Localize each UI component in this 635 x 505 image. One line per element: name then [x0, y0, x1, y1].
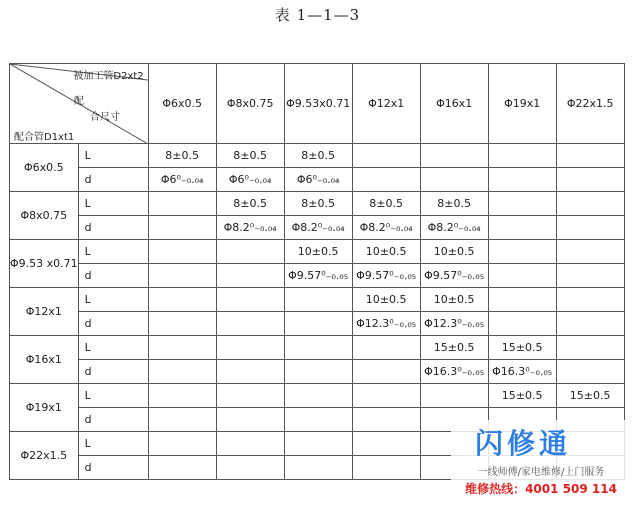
diameter-cell — [148, 264, 216, 288]
length-cell — [556, 240, 624, 264]
corner-mid1-label: 配 — [74, 96, 84, 107]
length-cell — [556, 192, 624, 216]
row-key-L: L — [78, 288, 148, 312]
diameter-cell — [488, 312, 556, 336]
corner-top-label: 被加工管D2xt2 — [73, 71, 144, 82]
row-key-d: d — [78, 456, 148, 480]
length-cell — [488, 192, 556, 216]
length-cell — [148, 432, 216, 456]
diameter-cell — [352, 408, 420, 432]
diameter-cell — [556, 264, 624, 288]
length-cell: 10±0.5 — [420, 288, 488, 312]
length-cell: 15±0.5 — [420, 336, 488, 360]
length-cell — [148, 240, 216, 264]
length-cell — [216, 432, 284, 456]
length-cell: 15±0.5 — [488, 336, 556, 360]
diameter-cell — [488, 168, 556, 192]
table-title: 表 1—1—3 — [274, 6, 361, 24]
length-cell — [556, 144, 624, 168]
length-cell — [284, 384, 352, 408]
pipe-fitting-table — [9, 63, 625, 480]
length-cell — [556, 288, 624, 312]
length-cell — [148, 384, 216, 408]
diameter-cell — [284, 360, 352, 384]
diameter-cell: Φ9.57⁰₋₀.₀₅ — [420, 264, 488, 288]
diameter-cell — [216, 360, 284, 384]
pipe-size-cell: Φ9.53 x0.71 — [10, 240, 79, 288]
diameter-cell: Φ6⁰₋₀.₀₄ — [216, 168, 284, 192]
diameter-cell — [488, 216, 556, 240]
watermark — [451, 420, 631, 502]
diameter-cell — [556, 168, 624, 192]
diameter-cell — [352, 456, 420, 480]
header-row — [10, 64, 625, 144]
table-row — [10, 336, 625, 360]
col-header: Φ16x1 — [420, 64, 488, 144]
diameter-cell — [148, 312, 216, 336]
diameter-cell: Φ8.2⁰₋₀.₀₄ — [216, 216, 284, 240]
diameter-cell — [148, 216, 216, 240]
corner-bottom-label: 配合管D1xt1 — [14, 132, 75, 143]
col-header: Φ8x0.75 — [216, 64, 284, 144]
table-row — [10, 168, 625, 192]
row-key-L: L — [78, 192, 148, 216]
table-row — [10, 288, 625, 312]
pipe-size-cell: Φ6x0.5 — [10, 144, 79, 192]
length-cell — [216, 384, 284, 408]
length-cell — [420, 144, 488, 168]
row-key-L: L — [78, 144, 148, 168]
row-key-d: d — [78, 408, 148, 432]
table-row — [10, 192, 625, 216]
length-cell: 8±0.5 — [284, 192, 352, 216]
length-cell — [488, 144, 556, 168]
col-header: Φ19x1 — [488, 64, 556, 144]
diameter-cell — [216, 312, 284, 336]
row-key-d: d — [78, 168, 148, 192]
col-header: Φ6x0.5 — [148, 64, 216, 144]
diameter-cell — [216, 456, 284, 480]
diameter-cell — [216, 264, 284, 288]
diameter-cell: Φ12.3⁰₋₀.₀₅ — [420, 312, 488, 336]
length-cell: 10±0.5 — [352, 240, 420, 264]
diameter-cell: Φ6⁰₋₀.₀₄ — [148, 168, 216, 192]
diameter-cell: Φ8.2⁰₋₀.₀₄ — [420, 216, 488, 240]
length-cell — [284, 288, 352, 312]
length-cell: 8±0.5 — [216, 192, 284, 216]
col-header: Φ9.53x0.71 — [284, 64, 352, 144]
diameter-cell — [556, 312, 624, 336]
length-cell — [284, 432, 352, 456]
length-cell: 8±0.5 — [284, 144, 352, 168]
diameter-cell — [352, 360, 420, 384]
diameter-cell — [284, 408, 352, 432]
row-key-L: L — [78, 240, 148, 264]
diameter-cell — [148, 456, 216, 480]
diameter-cell: Φ6⁰₋₀.₀₄ — [284, 168, 352, 192]
table-row — [10, 360, 625, 384]
diameter-cell — [148, 360, 216, 384]
watermark-subtitle: 一线师傅/家电维修/上门服务 — [477, 467, 605, 478]
diameter-cell: Φ16.3⁰₋₀.₀₅ — [488, 360, 556, 384]
length-cell — [488, 240, 556, 264]
length-cell: 10±0.5 — [352, 288, 420, 312]
diameter-cell — [556, 360, 624, 384]
length-cell — [216, 288, 284, 312]
pipe-size-cell: Φ12x1 — [10, 288, 79, 336]
table-row — [10, 384, 625, 408]
length-cell — [216, 240, 284, 264]
length-cell — [420, 384, 488, 408]
row-key-d: d — [78, 216, 148, 240]
length-cell: 8±0.5 — [148, 144, 216, 168]
diameter-cell: Φ8.2⁰₋₀.₀₄ — [352, 216, 420, 240]
table-row — [10, 312, 625, 336]
length-cell — [352, 432, 420, 456]
length-cell — [556, 336, 624, 360]
col-header: Φ12x1 — [352, 64, 420, 144]
length-cell: 8±0.5 — [420, 192, 488, 216]
row-key-L: L — [78, 336, 148, 360]
diameter-cell: Φ16.3⁰₋₀.₀₅ — [420, 360, 488, 384]
length-cell — [148, 288, 216, 312]
row-key-d: d — [78, 312, 148, 336]
diameter-cell — [284, 312, 352, 336]
diameter-cell — [352, 168, 420, 192]
length-cell: 8±0.5 — [352, 192, 420, 216]
length-cell — [148, 336, 216, 360]
length-cell: 15±0.5 — [556, 384, 624, 408]
length-cell — [216, 336, 284, 360]
table-row — [10, 216, 625, 240]
length-cell: 15±0.5 — [488, 384, 556, 408]
diameter-cell — [284, 456, 352, 480]
diameter-cell — [148, 408, 216, 432]
row-key-L: L — [78, 432, 148, 456]
row-key-L: L — [78, 384, 148, 408]
length-cell — [352, 144, 420, 168]
row-key-d: d — [78, 264, 148, 288]
corner-mid2-label: 合尺寸 — [90, 112, 120, 123]
table-row — [10, 144, 625, 168]
pipe-size-cell: Φ22x1.5 — [10, 432, 79, 480]
diameter-cell — [216, 408, 284, 432]
watermark-hotline: 维修热线：4001 509 114 — [465, 482, 617, 496]
length-cell: 8±0.5 — [216, 144, 284, 168]
pipe-size-cell: Φ19x1 — [10, 384, 79, 432]
table-row — [10, 264, 625, 288]
length-cell — [148, 192, 216, 216]
length-cell — [488, 288, 556, 312]
length-cell: 10±0.5 — [420, 240, 488, 264]
diameter-cell — [420, 168, 488, 192]
diameter-cell: Φ9.57⁰₋₀.₀₅ — [284, 264, 352, 288]
pipe-size-cell: Φ8x0.75 — [10, 192, 79, 240]
col-header: Φ22x1.5 — [556, 64, 624, 144]
length-cell — [352, 336, 420, 360]
diameter-cell: Φ9.57⁰₋₀.₀₅ — [352, 264, 420, 288]
length-cell — [284, 336, 352, 360]
row-key-d: d — [78, 360, 148, 384]
table-row — [10, 240, 625, 264]
watermark-logo: 闪修通 — [475, 427, 572, 460]
diameter-cell — [556, 216, 624, 240]
diameter-cell: Φ12.3⁰₋₀.₀₅ — [352, 312, 420, 336]
length-cell: 10±0.5 — [284, 240, 352, 264]
diameter-cell — [488, 264, 556, 288]
length-cell — [352, 384, 420, 408]
diameter-cell: Φ8.2⁰₋₀.₀₄ — [284, 216, 352, 240]
diagonal-header-cell — [10, 64, 149, 144]
pipe-size-cell: Φ16x1 — [10, 336, 79, 384]
